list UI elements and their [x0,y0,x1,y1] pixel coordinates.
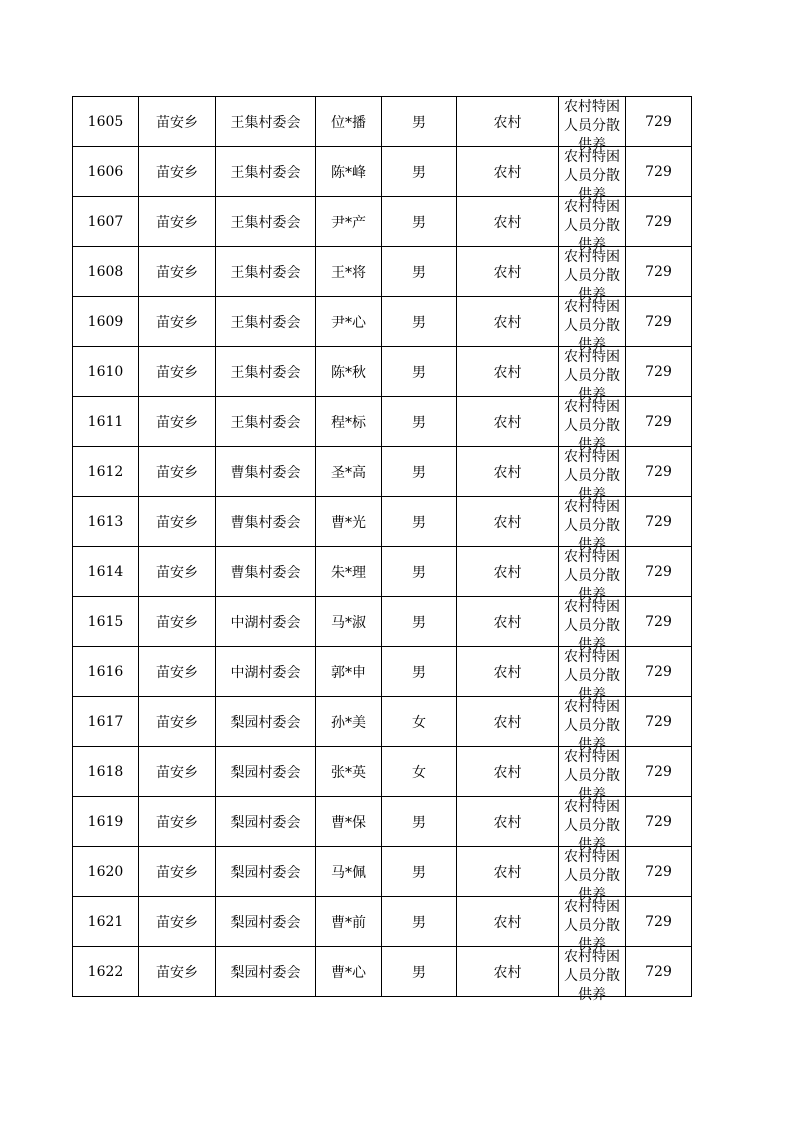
serial-number-cell: 1610 [73,347,139,397]
area-type-cell: 农村 [457,497,559,547]
person-name-cell: 圣*高 [316,447,382,497]
village-committee-cell: 曹集村委会 [216,447,316,497]
village-committee-cell: 梨园村委会 [216,697,316,747]
assistance-category-cell [559,697,626,753]
person-name-cell: 曹*保 [316,797,382,847]
township-cell: 苗安乡 [139,697,216,747]
amount-cell: 729 [626,447,692,497]
person-name-cell: 位*播 [316,97,382,147]
assistance-category-text: 农村特困人员分散供养 [564,349,620,403]
person-name-cell: 尹*产 [316,197,382,247]
gender-cell: 男 [382,97,457,147]
amount-cell: 729 [626,97,692,147]
person-name-cell: 王*将 [316,247,382,297]
table-row [73,197,692,247]
assistance-category-cell [559,647,626,703]
table-row [73,247,692,297]
township-cell: 苗安乡 [139,497,216,547]
amount-cell: 729 [626,697,692,747]
village-committee-cell: 梨园村委会 [216,947,316,997]
assistance-category-text: 农村特困人员分散供养 [564,749,620,803]
table-row [73,447,692,497]
township-cell: 苗安乡 [139,347,216,397]
township-cell: 苗安乡 [139,547,216,597]
assistance-category-cell [559,347,626,403]
gender-cell: 男 [382,797,457,847]
township-cell: 苗安乡 [139,397,216,447]
area-type-cell: 农村 [457,797,559,847]
beneficiary-table [72,96,692,1003]
assistance-category-text: 农村特困人员分散供养 [564,849,620,903]
amount-cell: 729 [626,797,692,847]
table-row [73,147,692,197]
township-cell: 苗安乡 [139,597,216,647]
table-body [73,97,692,1003]
amount-cell: 729 [626,347,692,397]
serial-number-cell: 1616 [73,647,139,697]
gender-cell: 男 [382,597,457,647]
serial-number-cell: 1614 [73,547,139,597]
village-committee-cell: 梨园村委会 [216,747,316,797]
area-type-cell: 农村 [457,897,559,947]
village-committee-cell: 王集村委会 [216,397,316,447]
area-type-cell: 农村 [457,197,559,247]
township-cell: 苗安乡 [139,847,216,897]
village-committee-cell: 王集村委会 [216,347,316,397]
assistance-category-text: 农村特困人员分散供养 [564,199,620,253]
area-type-cell: 农村 [457,547,559,597]
serial-number-cell: 1605 [73,97,139,147]
serial-number-cell: 1615 [73,597,139,647]
serial-number-cell: 1619 [73,797,139,847]
assistance-category-cell [559,547,626,603]
gender-cell: 男 [382,497,457,547]
area-type-cell: 农村 [457,347,559,397]
township-cell: 苗安乡 [139,147,216,197]
amount-cell: 729 [626,247,692,297]
assistance-category-text: 农村特困人员分散供养 [564,299,620,353]
township-cell: 苗安乡 [139,297,216,347]
assistance-category-cell [559,97,626,153]
area-type-cell: 农村 [457,647,559,697]
assistance-category-text: 农村特困人员分散供养 [564,899,620,953]
serial-number-cell: 1621 [73,897,139,947]
assistance-category-cell [559,147,626,203]
gender-cell: 男 [382,397,457,447]
person-name-cell: 曹*前 [316,897,382,947]
village-committee-cell: 王集村委会 [216,297,316,347]
table-row [73,647,692,697]
gender-cell: 男 [382,197,457,247]
gender-cell: 女 [382,697,457,747]
township-cell: 苗安乡 [139,247,216,297]
table-row [73,897,692,947]
amount-cell: 729 [626,947,692,997]
serial-number-cell: 1609 [73,297,139,347]
table-row [73,847,692,897]
amount-cell: 729 [626,497,692,547]
assistance-category-text: 农村特困人员分散供养 [564,549,620,603]
assistance-category-cell [559,397,626,453]
amount-cell: 729 [626,197,692,247]
serial-number-cell: 1620 [73,847,139,897]
person-name-cell: 曹*心 [316,947,382,997]
village-committee-cell: 梨园村委会 [216,797,316,847]
amount-cell: 729 [626,297,692,347]
person-name-cell: 曹*光 [316,497,382,547]
village-committee-cell: 王集村委会 [216,197,316,247]
gender-cell: 男 [382,347,457,397]
area-type-cell: 农村 [457,597,559,647]
assistance-category-cell [559,497,626,553]
person-name-cell: 朱*理 [316,547,382,597]
person-name-cell: 张*英 [316,747,382,797]
table-row [73,947,692,997]
village-committee-cell: 梨园村委会 [216,847,316,897]
assistance-category-cell [559,897,626,953]
gender-cell: 男 [382,147,457,197]
township-cell: 苗安乡 [139,897,216,947]
person-name-cell: 尹*心 [316,297,382,347]
table-row [73,697,692,747]
person-name-cell: 孙*美 [316,697,382,747]
table-row [73,297,692,347]
amount-cell: 729 [626,647,692,697]
amount-cell: 729 [626,597,692,647]
amount-cell: 729 [626,147,692,197]
table-row [73,747,692,797]
assistance-category-cell [559,947,626,1003]
area-type-cell: 农村 [457,947,559,997]
gender-cell: 男 [382,847,457,897]
area-type-cell: 农村 [457,147,559,197]
area-type-cell: 农村 [457,97,559,147]
gender-cell: 男 [382,297,457,347]
assistance-category-text: 农村特困人员分散供养 [564,249,620,303]
person-name-cell: 程*标 [316,397,382,447]
village-committee-cell: 中湖村委会 [216,647,316,697]
person-name-cell: 马*淑 [316,597,382,647]
amount-cell: 729 [626,397,692,447]
township-cell: 苗安乡 [139,797,216,847]
assistance-category-text: 农村特困人员分散供养 [564,699,620,753]
table-row [73,97,692,147]
gender-cell: 女 [382,747,457,797]
township-cell: 苗安乡 [139,97,216,147]
assistance-category-cell [559,797,626,853]
gender-cell: 男 [382,247,457,297]
amount-cell: 729 [626,547,692,597]
area-type-cell: 农村 [457,447,559,497]
village-committee-cell: 曹集村委会 [216,497,316,547]
person-name-cell: 陈*峰 [316,147,382,197]
person-name-cell: 马*佩 [316,847,382,897]
assistance-category-cell [559,847,626,903]
serial-number-cell: 1617 [73,697,139,747]
area-type-cell: 农村 [457,397,559,447]
serial-number-cell: 1618 [73,747,139,797]
table-row [73,497,692,547]
village-committee-cell: 曹集村委会 [216,547,316,597]
area-type-cell: 农村 [457,747,559,797]
township-cell: 苗安乡 [139,947,216,997]
serial-number-cell: 1606 [73,147,139,197]
serial-number-cell: 1607 [73,197,139,247]
table-row [73,597,692,647]
township-cell: 苗安乡 [139,747,216,797]
assistance-category-text: 农村特困人员分散供养 [564,649,620,703]
serial-number-cell: 1611 [73,397,139,447]
serial-number-cell: 1608 [73,247,139,297]
village-committee-cell: 梨园村委会 [216,897,316,947]
area-type-cell: 农村 [457,247,559,297]
table-row [73,347,692,397]
area-type-cell: 农村 [457,847,559,897]
village-committee-cell: 王集村委会 [216,97,316,147]
person-name-cell: 陈*秋 [316,347,382,397]
amount-cell: 729 [626,897,692,947]
amount-cell: 729 [626,747,692,797]
serial-number-cell: 1612 [73,447,139,497]
assistance-category-text: 农村特困人员分散供养 [564,449,620,503]
gender-cell: 男 [382,647,457,697]
table-row [73,547,692,597]
gender-cell: 男 [382,447,457,497]
assistance-category-text: 农村特困人员分散供养 [564,799,620,853]
assistance-category-text: 农村特困人员分散供养 [564,399,620,453]
assistance-category-cell [559,297,626,353]
person-name-cell: 郭*申 [316,647,382,697]
area-type-cell: 农村 [457,297,559,347]
serial-number-cell: 1622 [73,947,139,997]
assistance-category-cell [559,597,626,653]
area-type-cell: 农村 [457,697,559,747]
village-committee-cell: 王集村委会 [216,147,316,197]
township-cell: 苗安乡 [139,447,216,497]
village-committee-cell: 中湖村委会 [216,597,316,647]
gender-cell: 男 [382,947,457,997]
assistance-category-cell [559,447,626,503]
table-row [73,397,692,447]
gender-cell: 男 [382,547,457,597]
gender-cell: 男 [382,897,457,947]
assistance-category-text: 农村特困人员分散供养 [564,599,620,653]
assistance-category-cell [559,747,626,803]
assistance-category-cell [559,197,626,253]
assistance-category-text: 农村特困人员分散供养 [564,499,620,553]
assistance-category-text: 农村特困人员分散供养 [564,149,620,203]
village-committee-cell: 王集村委会 [216,247,316,297]
table-row [73,797,692,847]
assistance-category-cell [559,247,626,303]
township-cell: 苗安乡 [139,647,216,697]
serial-number-cell: 1613 [73,497,139,547]
assistance-category-text: 农村特困人员分散供养 [564,99,620,153]
township-cell: 苗安乡 [139,197,216,247]
amount-cell: 729 [626,847,692,897]
assistance-category-text: 农村特困人员分散供养 [564,949,620,1003]
